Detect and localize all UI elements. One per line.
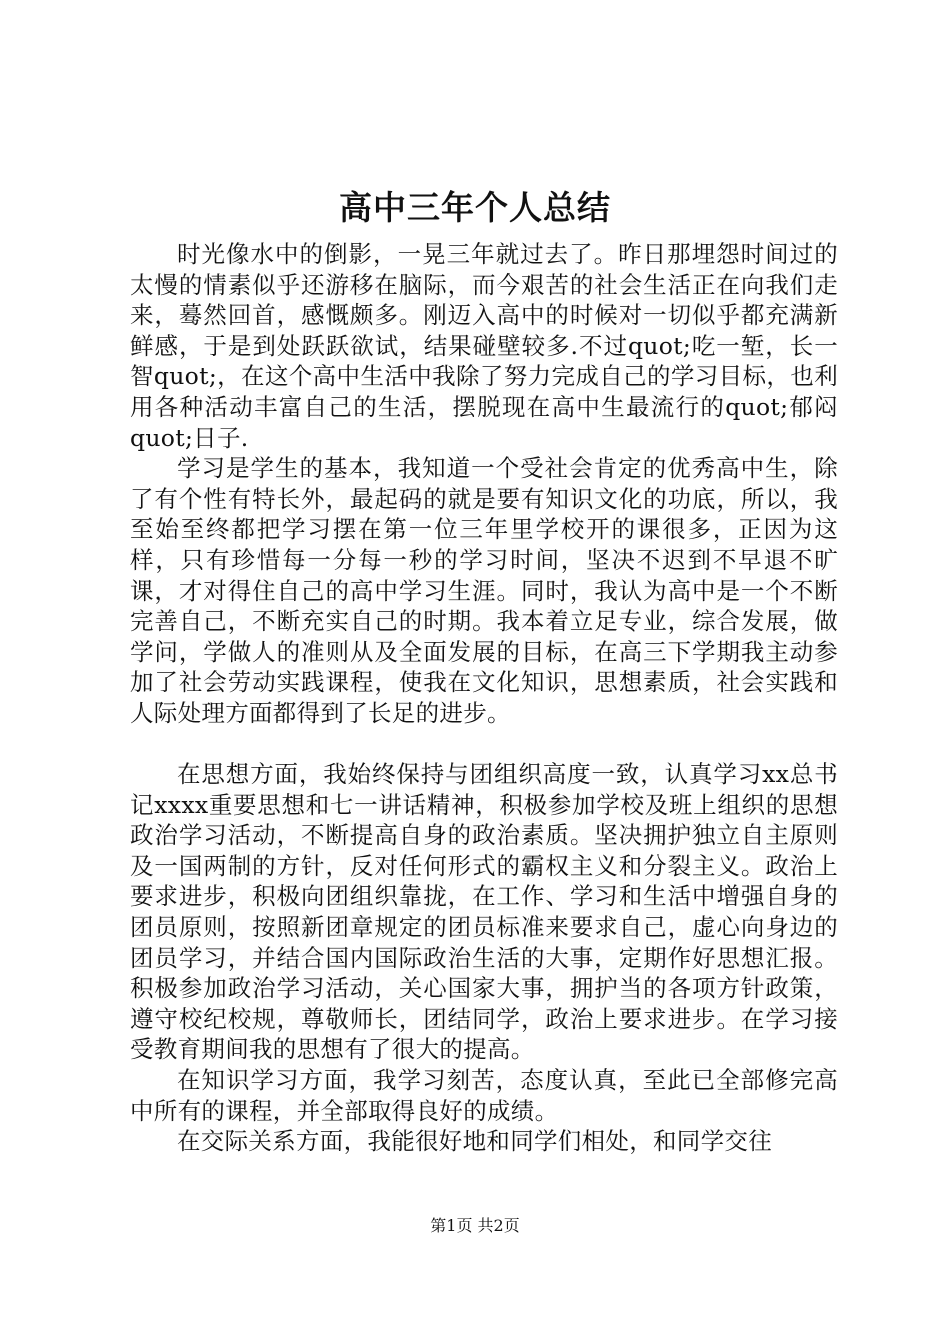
document-body xyxy=(130,239,838,1157)
document-title: 高中三年个人总结 xyxy=(339,188,611,227)
paragraph-knowledge: 在知识学习方面，我学习刻苦，态度认真，至此已全部修完高中所有的课程，并全部取得良好的成绩。 xyxy=(130,1066,838,1125)
paragraph-spacer xyxy=(130,729,838,760)
paragraph-intro: 时光像水中的倒影，一晃三年就过去了。昨日那埋怨时间过的太慢的情素似乎还游移在脑际，而今艰苦的社会生活正在向我们走来，蓦然回首，感慨颇多。刚迈入高中的时候对一切似乎都充满新鲜感，于是到处跃跃欲试，结果碰壁较多.不过quot;吃一堑，长一智quot;，在这个高中生活中我除了努力完成自己的学习目标，也利用各种活动丰富自己的生活，摆脱现在高中生最流行的quot;郁闷quot;日子. xyxy=(130,240,838,452)
paragraph-social: 在交际关系方面，我能很好地和同学们相处，和同学交往 xyxy=(177,1127,772,1156)
paragraph-thought: 在思想方面，我始终保持与团组织高度一致，认真学习xx总书记xxxx重要思想和七一讲话精神，积极参加学校及班上组织的思想政治学习活动，不断提高自身的政治素质。坚决拥护独立自主原则及一国两制的方针，反对任何形式的霸权主义和分裂主义。政治上要求进步，积极向团组织靠拢，在工作、学习和生活中增强自身的团员原则，按照新团章规定的团员标准来要求自己，虚心向身边的团员学习，并结合国内国际政治生活的大事，定期作好思想汇报。积极参加政治学习活动，关心国家大事，拥护当的各项方针政策，遵守校纪校规，尊敬师长，团结同学，政治上要求进步。在学习接受教育期间我的思想有了很大的提高。 xyxy=(130,760,838,1064)
paragraph-study: 学习是学生的基本，我知道一个受社会肯定的优秀高中生，除了有个性有特长外，最起码的就是要有知识文化的功底，所以，我至始至终都把学习摆在第一位三年里学校开的课很多，正因为这样，只有珍惜每一分每一秒的学习时间，坚决不迟到不早退不旷课，才对得住自己的高中学习生涯。同时，我认为高中是一个不断完善自己，不断充实自己的时期。我本着立足专业，综合发展，做学问，学做人的准则从及全面发展的目标，在高三下学期我主动参加了社会劳动实践课程，使我在文化知识，思想素质，社会实践和人际处理方面都得到了长足的进步。 xyxy=(130,454,838,727)
page-number-footer: 第1页 共2页 xyxy=(430,1216,520,1235)
